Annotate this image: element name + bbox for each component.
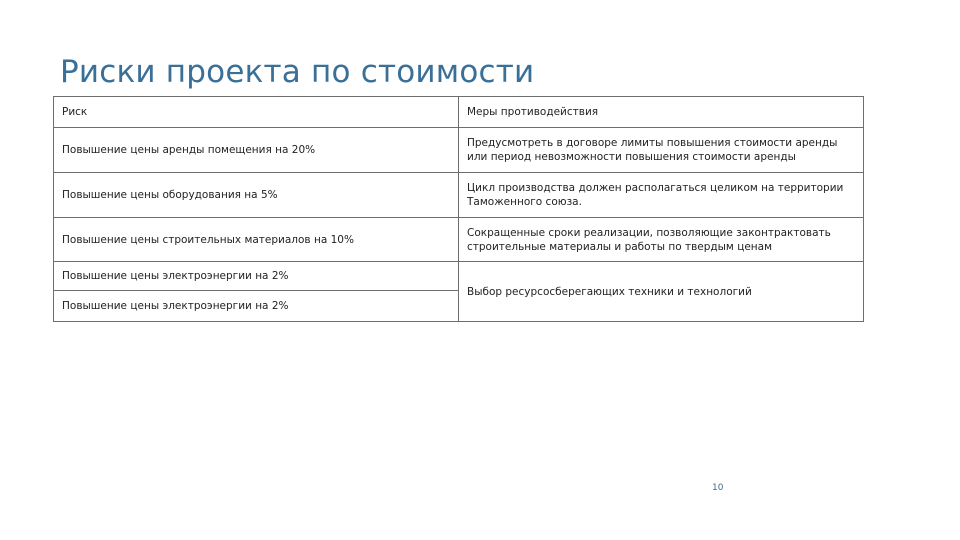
measure-cell [459,173,864,218]
risk-cell: Повышение цены электроэнергии на 2% [54,291,459,322]
measure-line: Сокращенные сроки реализации, позволяющие законтрактовать [467,226,831,239]
risk-cell: Повышение цены аренды помещения на 20% [54,128,459,173]
risk-cell: Повышение цены оборудования на 5% [54,173,459,218]
table-row [54,262,864,291]
header-measures: Меры противодействия [459,97,864,128]
slide-title: Риски проекта по стоимости [60,54,535,90]
table-row [54,218,864,262]
table-header-row [54,97,864,128]
measure-line: строительные материалы и работы по твердым ценам [467,240,773,253]
header-risk: Риск [54,97,459,128]
risk-cell: Повышение цены электроэнергии на 2% [54,262,459,291]
table-row [54,128,864,173]
page-number: 10 [712,483,724,493]
measure-cell [459,218,864,262]
measure-line: Цикл производства должен располагаться целиком на территории [467,182,844,194]
table-row [54,173,864,218]
risk-table [53,96,864,322]
measure-cell-merged: Выбор ресурсосберегающих техники и технологий [459,262,864,322]
measure-line: или период невозможности повышения стоимости аренды [467,151,796,163]
measure-cell [459,128,864,173]
measure-line: Предусмотреть в договоре лимиты повышения стоимости аренды [467,137,838,149]
measure-line: Таможенного союза. [467,196,582,208]
risk-cell: Повышение цены строительных материалов на 10% [54,218,459,262]
